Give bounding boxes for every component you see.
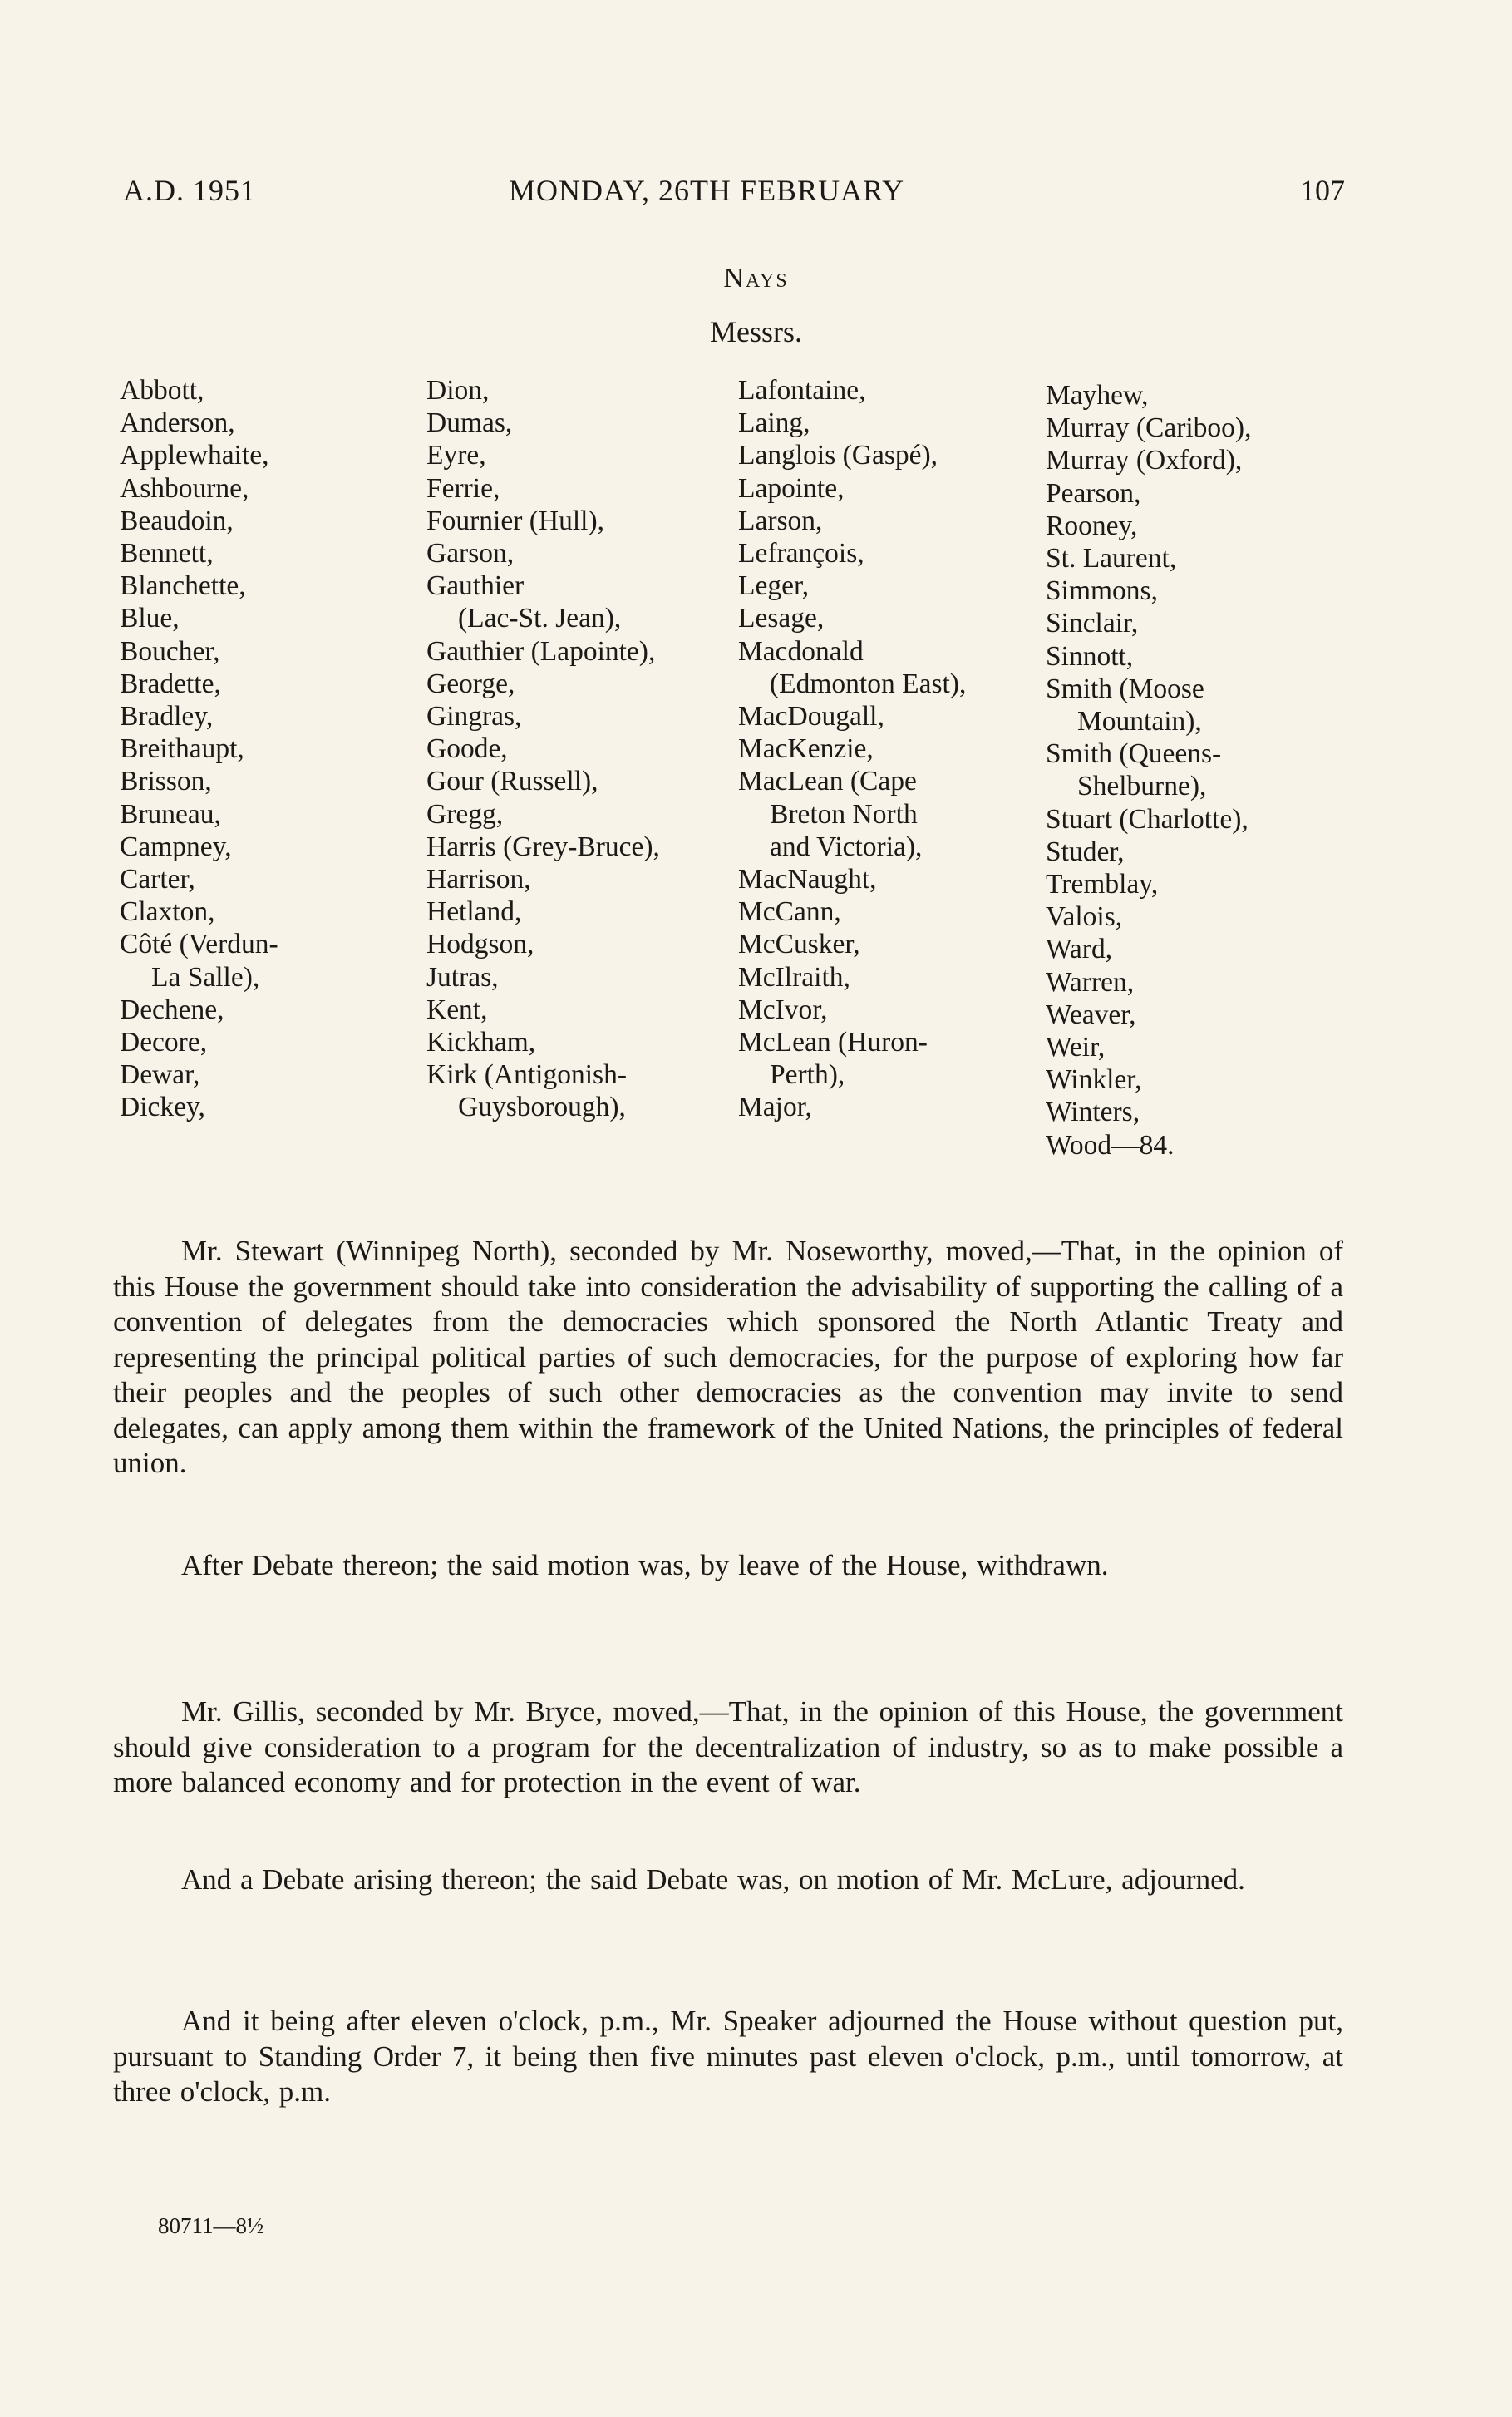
member-name: Larson, xyxy=(738,505,823,536)
member-name: Smith (Queens- xyxy=(1046,738,1222,770)
member-name: MacKenzie, xyxy=(738,733,874,765)
member-name: Bradley, xyxy=(120,701,214,732)
header-date: MONDAY, 26TH FEBRUARY xyxy=(509,174,905,207)
member-name: Simmons, xyxy=(1046,575,1158,607)
member-name: McIvor, xyxy=(738,994,828,1025)
member-name: Warren, xyxy=(1046,966,1135,998)
member-name: Weaver, xyxy=(1046,999,1136,1030)
paragraph-gillis-motion: Mr. Gillis, seconded by Mr. Bryce, moved,—That, in the opinion of this House, the government should give consideration to a program for the decentralization of industry, so as to make possible a more balanced economy and for protection in the event of war. xyxy=(113,1695,1343,1798)
member-name: Kickham, xyxy=(426,1027,536,1058)
member-name: Mayhew, xyxy=(1046,380,1149,411)
member-name: Studer, xyxy=(1046,836,1125,867)
nays-column-1 xyxy=(120,374,278,1124)
member-name: Winkler, xyxy=(1046,1064,1142,1096)
paragraph-debate-adjourned: And a Debate arising thereon; the said Debate was, on motion of Mr. McLure, adjourned. xyxy=(181,1863,1245,1896)
member-name: and Victoria), xyxy=(770,831,923,862)
member-name: Kent, xyxy=(426,994,488,1025)
member-name: Sinnott, xyxy=(1046,640,1134,672)
nays-column-3 xyxy=(738,374,966,1124)
member-name: Claxton, xyxy=(120,896,215,928)
nays-heading: Nays xyxy=(723,263,789,293)
member-name: Bennett, xyxy=(120,538,214,570)
member-name: St. Laurent, xyxy=(1046,543,1177,575)
member-name: Stuart (Charlotte), xyxy=(1046,803,1249,835)
member-name: Dechene, xyxy=(120,994,224,1025)
member-name: Tremblay, xyxy=(1046,869,1159,900)
member-name: Breithaupt, xyxy=(120,733,244,765)
member-name: Shelburne), xyxy=(1077,771,1207,802)
member-name: MacNaught, xyxy=(738,864,877,895)
member-name: Mountain), xyxy=(1077,706,1202,737)
member-name: Goode, xyxy=(426,733,508,765)
member-name: Winters, xyxy=(1046,1097,1140,1128)
member-name: Leger, xyxy=(738,570,810,602)
member-name: Brisson, xyxy=(120,766,212,797)
member-name: Garson, xyxy=(426,538,515,570)
member-name: McLean (Huron- xyxy=(738,1027,928,1058)
member-name: Jutras, xyxy=(426,961,499,993)
member-name: Perth), xyxy=(770,1059,845,1091)
member-name: Ferrie, xyxy=(426,472,500,504)
member-name: Hetland, xyxy=(426,896,522,928)
messrs-heading: Messrs. xyxy=(709,315,802,348)
paragraph-motion-withdrawn: After Debate thereon; the said motion was, by leave of the House, withdrawn. xyxy=(181,1549,1109,1581)
member-name: Eyre, xyxy=(426,440,486,471)
member-name: Lapointe, xyxy=(738,472,845,504)
member-name: Dion, xyxy=(426,375,490,406)
member-name: Macdonald xyxy=(738,635,864,667)
member-name: Harris (Grey-Bruce), xyxy=(426,831,660,862)
member-name: George, xyxy=(426,668,515,699)
member-name: MacDougall, xyxy=(738,701,884,732)
member-name: (Edmonton East), xyxy=(770,668,967,699)
member-name: Bradette, xyxy=(120,668,221,699)
member-name: (Lac-St. Jean), xyxy=(458,603,622,634)
member-name: Blanchette, xyxy=(120,570,246,602)
member-name: Bruneau, xyxy=(120,798,221,830)
nays-column-2 xyxy=(426,374,660,1124)
member-name: Smith (Moose xyxy=(1046,673,1204,704)
member-name: La Salle), xyxy=(151,961,260,993)
member-name: Kirk (Antigonish- xyxy=(426,1059,627,1091)
member-name: Murray (Cariboo), xyxy=(1046,412,1252,444)
header-year: A.D. 1951 xyxy=(123,174,256,207)
footer-print-code: 80711—8½ xyxy=(158,2213,264,2238)
member-name: Sinclair, xyxy=(1046,608,1139,639)
member-name: Gour (Russell), xyxy=(426,766,598,797)
page-header xyxy=(0,173,1512,215)
member-name: McCann, xyxy=(738,896,841,928)
member-name: Weir, xyxy=(1046,1032,1106,1063)
member-name: Ward, xyxy=(1046,934,1113,965)
member-name: Carter, xyxy=(120,864,195,895)
member-name: Boucher, xyxy=(120,635,220,667)
member-name: Dumas, xyxy=(426,407,513,439)
page-number: 107 xyxy=(1300,174,1345,207)
member-name: Dewar, xyxy=(120,1059,200,1091)
member-name: Decore, xyxy=(120,1027,208,1058)
member-name: Murray (Oxford), xyxy=(1046,445,1243,476)
member-name: Laing, xyxy=(738,407,810,439)
member-name: Anderson, xyxy=(120,407,235,439)
member-name: Breton North xyxy=(770,798,918,830)
member-name: Major, xyxy=(738,1092,812,1123)
member-name: Guysborough), xyxy=(458,1092,626,1123)
member-name: Ashbourne, xyxy=(120,472,249,504)
paragraph-house-adjourned: And it being after eleven o'clock, p.m., Mr. Speaker adjourned the House without question put, pursuant to Standing Order 7, it being then five minutes past eleven o'clock, p.m., until tomorrow, at three o'clock, p.m. xyxy=(113,2005,1343,2108)
member-name: Lafontaine, xyxy=(738,375,866,406)
member-name: Côté (Verdun- xyxy=(120,929,278,960)
member-name: Pearson, xyxy=(1046,477,1141,509)
member-name: Abbott, xyxy=(120,375,204,406)
member-name: Fournier (Hull), xyxy=(426,505,604,536)
member-name: Beaudoin, xyxy=(120,505,234,536)
member-name: Dickey, xyxy=(120,1092,205,1123)
member-name: McIlraith, xyxy=(738,961,850,993)
member-name: Campney, xyxy=(120,831,232,862)
member-name: Hodgson, xyxy=(426,929,534,960)
member-name: McCusker, xyxy=(738,929,860,960)
member-name: Blue, xyxy=(120,603,180,634)
member-name: Gauthier (Lapointe), xyxy=(426,635,656,667)
member-name: Valois, xyxy=(1046,901,1123,933)
member-name: Wood—84. xyxy=(1046,1129,1175,1161)
member-name: Gregg, xyxy=(426,798,504,830)
member-name: Rooney, xyxy=(1046,510,1138,541)
member-name: Lefrançois, xyxy=(738,538,864,570)
member-name: MacLean (Cape xyxy=(738,766,917,797)
member-name: Gauthier xyxy=(426,570,525,602)
member-name: Harrison, xyxy=(426,864,531,895)
paragraph-stewart-motion: Mr. Stewart (Winnipeg North), seconded by Mr. Noseworthy, moved,—That, in the opinion of this House the government should take into consideration the advisability of supporting the calling of a convention of delegates from the democracies which sponsored the North Atlantic Treaty and representing the principal political parties of such democracies, for the purpose of exploring how far their peoples and the peoples of such other democracies as the convention may invite to send delegates, can apply among them within the framework of the United Nations, the principles of federal union. xyxy=(113,1235,1343,1479)
member-name: Lesage, xyxy=(738,603,825,634)
member-name: Gingras, xyxy=(426,701,522,732)
member-name: Langlois (Gaspé), xyxy=(738,440,938,471)
nays-column-4 xyxy=(1046,379,1251,1162)
member-name: Applewhaite, xyxy=(120,440,269,471)
